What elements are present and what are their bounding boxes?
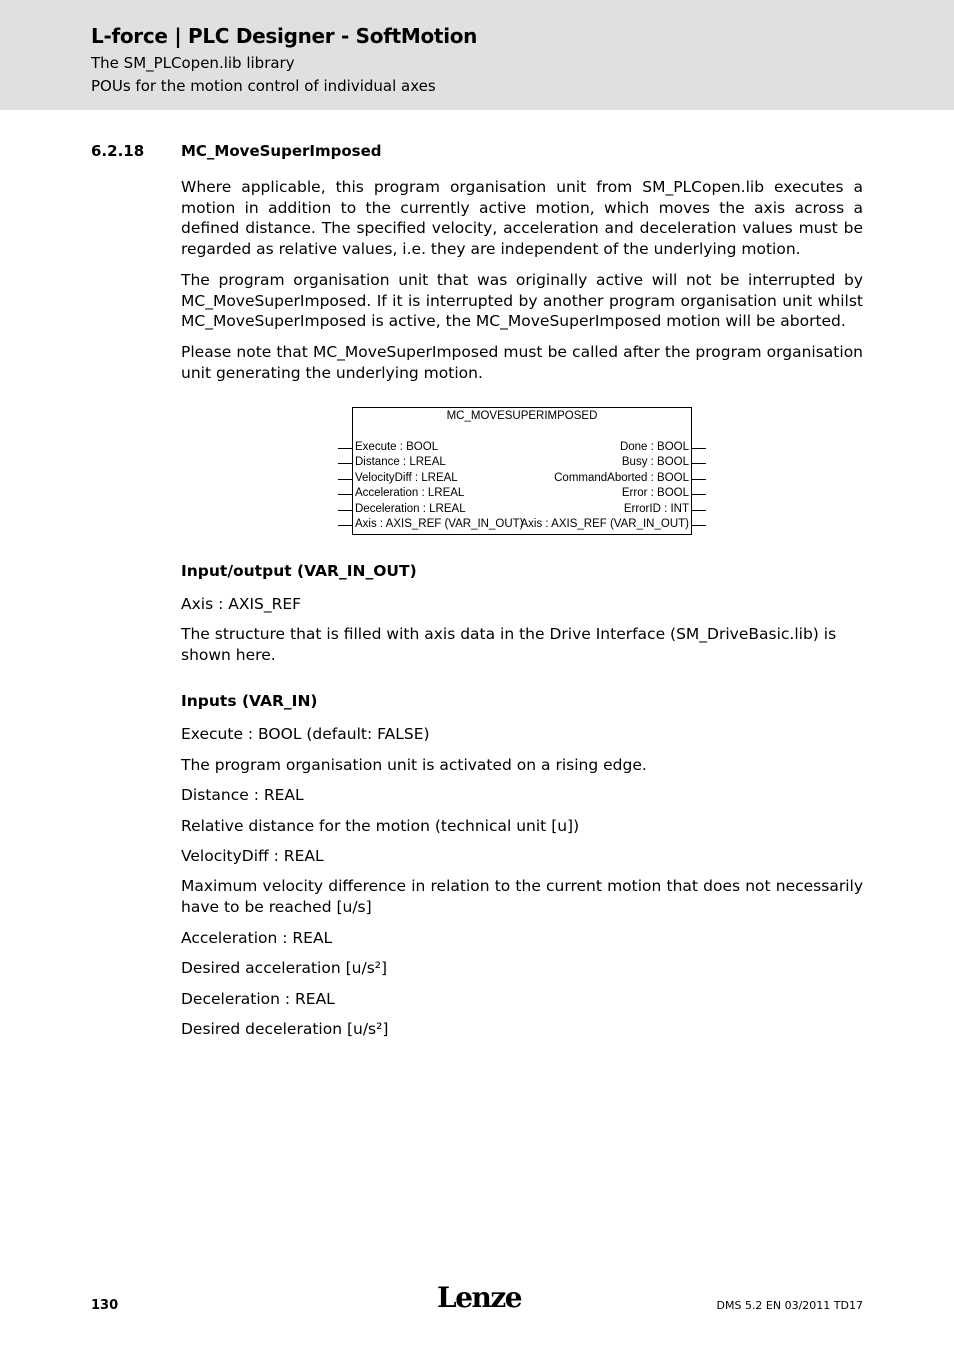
- page-header: [0, 0, 954, 110]
- paragraph-intro: Where applicable, this program organisation unit from SM_PLCopen.lib executes a motion in addition to the currently active motion, which moves the axis across a defined distance. The specified velocity, acceleration and deceleration values must be regarded as relative values, i.e. they are independent of the underlying motion.: [181, 178, 863, 258]
- input-pin-line: [338, 525, 352, 526]
- function-block-name: MC_MOVESUPERIMPOSED: [446, 410, 598, 422]
- input-execute-description: The program organisation unit is activated on a rising edge.: [181, 756, 647, 774]
- output-pin-errorid: ErrorID : INT: [623, 503, 689, 515]
- output-pin-axis: Axis : AXIS_REF (VAR_IN_OUT): [520, 518, 689, 530]
- input-pin-deceleration: Deceleration : LREAL: [355, 503, 466, 515]
- input-pin-velocitydiff: VelocityDiff : LREAL: [355, 472, 458, 484]
- output-pin-line: [692, 448, 706, 449]
- paragraph-interruption: The program organisation unit that was originally active will not be interrupted by MC_MoveSuperImposed. If it is interrupted by another program organisation unit whilst MC_MoveSuperImposed is active, the MC_MoveSuperImposed motion will be aborted.: [181, 271, 863, 330]
- input-distance-declaration: Distance : REAL: [181, 786, 304, 804]
- header-title: L-force | PLC Designer - SoftMotion: [91, 24, 478, 48]
- input-deceleration-description: Desired deceleration [u/s²]: [181, 1020, 389, 1038]
- heading-inputs: Inputs (VAR_IN): [181, 692, 318, 710]
- section-title: MC_MoveSuperImposed: [181, 142, 382, 160]
- inout-axis-declaration: Axis : AXIS_REF: [181, 595, 302, 613]
- output-pin-line: [692, 494, 706, 495]
- input-pin-acceleration: Acceleration : LREAL: [355, 487, 465, 499]
- function-block-diagram: [352, 407, 692, 535]
- header-subtitle-pous: POUs for the motion control of individual axes: [91, 77, 436, 95]
- input-velocitydiff-description: Maximum velocity difference in relation to the current motion that does not necessarily have to be reached [u/s]: [181, 877, 863, 916]
- output-pin-line: [692, 463, 706, 464]
- input-velocitydiff-declaration: VelocityDiff : REAL: [181, 847, 324, 865]
- input-distance-description: Relative distance for the motion (technical unit [u]): [181, 817, 580, 835]
- input-deceleration-declaration: Deceleration : REAL: [181, 990, 335, 1008]
- input-acceleration-declaration: Acceleration : REAL: [181, 929, 333, 947]
- input-pin-line: [338, 494, 352, 495]
- output-pin-line: [692, 479, 706, 480]
- input-pin-distance: Distance : LREAL: [355, 456, 446, 468]
- input-execute-declaration: Execute : BOOL (default: FALSE): [181, 725, 430, 743]
- output-pin-line: [692, 510, 706, 511]
- output-pin-busy: Busy : BOOL: [621, 456, 689, 468]
- document-reference: DMS 5.2 EN 03/2011 TD17: [716, 1299, 863, 1312]
- output-pin-line: [692, 525, 706, 526]
- input-pin-line: [338, 479, 352, 480]
- inout-axis-description: The structure that is filled with axis data in the Drive Interface (SM_DriveBasic.lib) is shown here.: [181, 625, 837, 664]
- input-pin-line: [338, 448, 352, 449]
- input-pin-line: [338, 510, 352, 511]
- output-pin-commandaborted: CommandAborted : BOOL: [554, 472, 689, 484]
- page-number: 130: [91, 1298, 119, 1313]
- header-subtitle-library: The SM_PLCopen.lib library: [91, 54, 295, 72]
- paragraph-call-order: Please note that MC_MoveSuperImposed must be called after the program organisation unit generating the underlying motion.: [181, 343, 863, 382]
- input-pin-axis: Axis : AXIS_REF (VAR_IN_OUT): [355, 518, 524, 530]
- input-pin-execute: Execute : BOOL: [355, 441, 439, 453]
- output-pin-done: Done : BOOL: [619, 441, 689, 453]
- section-number: 6.2.18: [91, 142, 145, 160]
- heading-inout: Input/output (VAR_IN_OUT): [181, 562, 417, 580]
- output-pin-error: Error : BOOL: [621, 487, 689, 499]
- input-pin-line: [338, 463, 352, 464]
- input-acceleration-description: Desired acceleration [u/s²]: [181, 959, 388, 977]
- lenze-logo: Lenze: [437, 1281, 522, 1314]
